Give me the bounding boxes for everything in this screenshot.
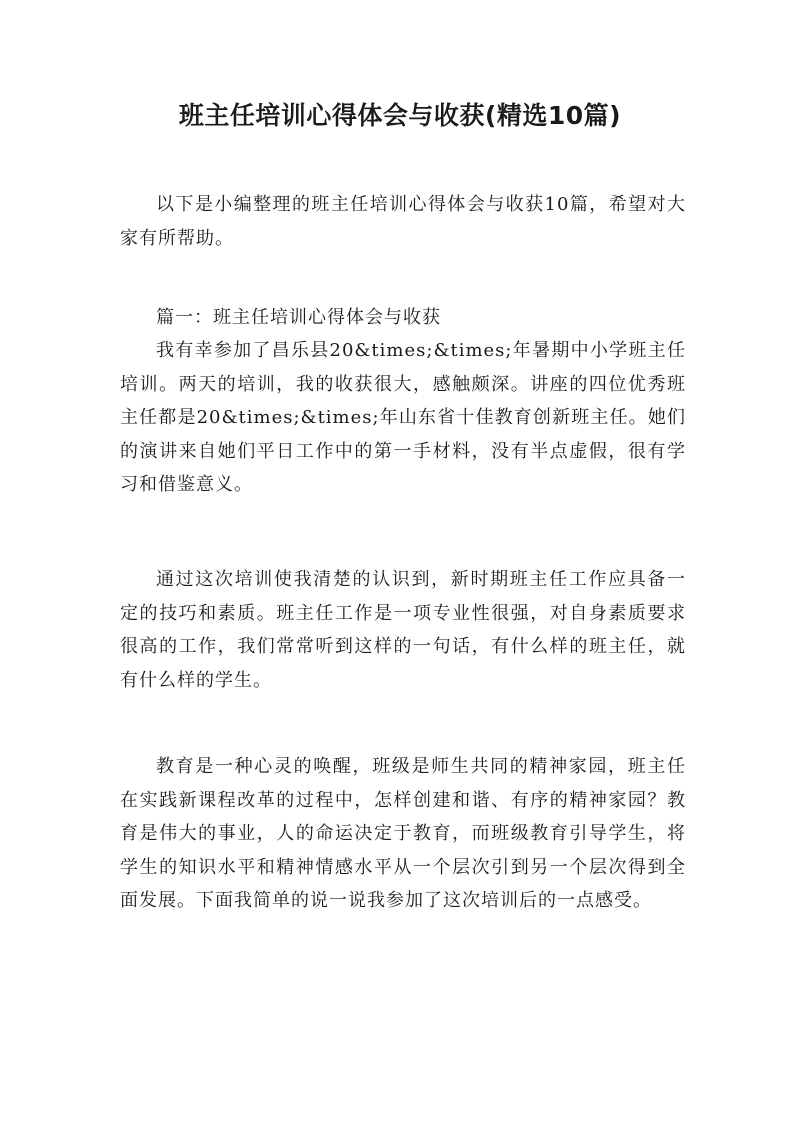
document-title: 班主任培训心得体会与收获(精选10篇) [178,101,622,130]
intro-paragraph: 以下是小编整理的班主任培训心得体会与收获10篇，希望对大家有所帮助。 [120,194,686,249]
section-heading: 篇一：班主任培训心得体会与收获 [156,307,441,328]
body-paragraph-1: 我有幸参加了昌乐县20&times;&times;年暑期中小学班主任培训。两天的培训，我的收获很大，感触颇深。讲座的四位优秀班主任都是20&times;&times;年山东省十佳教育创新班主任。她们的演讲来自她们平日工作中的第一手材料，没有半点虚假，很有学习和借鉴意义。 [120,340,686,495]
body-paragraph-2: 通过这次培训使我清楚的认识到，新时期班主任工作应具备一定的技巧和素质。班主任工作是一项专业性很强，对自身素质要求很高的工作，我们常常听到这样的一句话，有什么样的班主任，就有什么样的学生。 [120,569,686,691]
body-paragraph-3: 教育是一种心灵的唤醒，班级是师生共同的精神家园，班主任在实践新课程改革的过程中，怎样创建和谐、有序的精神家园？教育是伟大的事业，人的命运决定于教育，而班级教育引导学生，将学生的知识水平和精神情感水平从一个层次引到另一个层次得到全面发展。下面我简单的说一说我参加了这次培训后的一点感受。 [120,756,686,911]
